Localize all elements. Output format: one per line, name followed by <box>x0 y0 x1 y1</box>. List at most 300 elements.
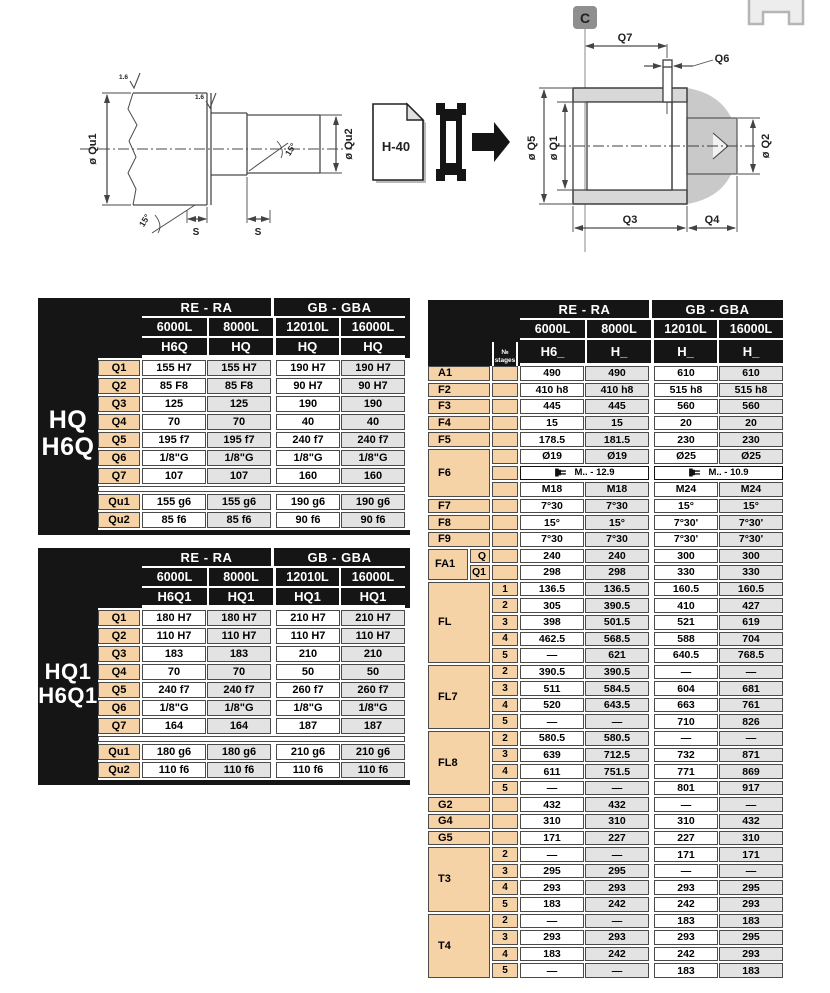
dim-value-cell: 210 g6 <box>276 744 340 760</box>
dim-value-cell: 871 <box>719 748 783 763</box>
bolt-spec-cell <box>654 466 783 481</box>
table-row <box>520 366 783 381</box>
dim-value-cell: 136.5 <box>520 582 584 597</box>
group-header-row <box>520 300 783 320</box>
table-row <box>520 731 783 746</box>
stages-column <box>492 814 518 831</box>
table-section <box>428 914 783 980</box>
section-label: FL8 <box>428 731 490 795</box>
bolt-spec-text: M.. - 12.9 <box>574 467 615 479</box>
table-row <box>520 383 783 398</box>
transfer-group <box>360 95 510 190</box>
table-row <box>520 482 783 497</box>
dim-label-qu2: ø Qu2 <box>343 128 355 160</box>
row-label: Q6 <box>98 700 140 716</box>
stage-cell <box>492 565 518 580</box>
stage-cell: 2 <box>492 847 518 862</box>
size-header-row <box>520 320 783 340</box>
dim-value-cell: 240 <box>585 549 649 564</box>
stages-column <box>492 731 518 797</box>
table-row <box>520 648 783 663</box>
dim-value-cell: 164 <box>207 718 271 734</box>
section-rows <box>520 449 783 499</box>
dim-value-cell: 110 f6 <box>341 762 405 778</box>
dim-value-cell: 621 <box>585 648 649 663</box>
table-body <box>98 610 410 778</box>
dim-value-cell: 230 <box>654 432 718 447</box>
dim-value-cell: 445 <box>520 399 584 414</box>
dimensions-table-hq1 <box>38 548 410 785</box>
dim-value-cell: 560 <box>654 399 718 414</box>
row-label: Q4 <box>98 414 140 430</box>
row-label: Qu1 <box>98 494 140 510</box>
dim-value-cell: — <box>585 714 649 729</box>
group-header: RE - RA <box>180 549 233 565</box>
dim-value-cell: 398 <box>520 615 584 630</box>
series-label-line: H6Q1 <box>38 682 98 708</box>
dim-value-cell: 260 f7 <box>341 682 405 698</box>
type-header: HQ <box>273 338 339 358</box>
dim-value-cell: 732 <box>654 748 718 763</box>
stages-column <box>492 831 518 848</box>
dim-label-q2: ø Q2 <box>760 133 772 159</box>
section-label: F7 <box>428 499 490 514</box>
table-row <box>520 565 783 580</box>
section-marker-label: C <box>579 10 591 26</box>
dim-value-cell: 7°30 <box>520 499 584 514</box>
dim-value-cell: 240 <box>520 549 584 564</box>
row-label: Q5 <box>98 682 140 698</box>
section-label: G5 <box>428 831 490 846</box>
dim-value-cell: 310 <box>654 814 718 829</box>
dim-value-cell: 515 h8 <box>719 383 783 398</box>
table-row <box>520 947 783 962</box>
stage-cell: 3 <box>492 748 518 763</box>
dim-value-cell: — <box>719 797 783 812</box>
table-row <box>98 664 410 680</box>
dim-value-cell: 310 <box>520 814 584 829</box>
section-rows <box>520 532 783 549</box>
dim-value-cell: Ø25 <box>719 449 783 464</box>
dim-value-cell: 1/8"G <box>341 700 405 716</box>
stage-cell <box>492 831 518 846</box>
dim-value-cell: 293 <box>654 880 718 895</box>
dim-value-cell: 240 f7 <box>207 682 271 698</box>
dim-value-cell: 90 f6 <box>341 512 405 528</box>
dim-value-cell: 85 f6 <box>142 512 206 528</box>
dim-value-cell: 195 f7 <box>207 432 271 448</box>
group-header: RE - RA <box>180 299 233 315</box>
table-row <box>98 744 410 760</box>
dim-value-cell: 568.5 <box>585 632 649 647</box>
dim-value-cell: — <box>654 797 718 812</box>
row-label: Qu2 <box>98 762 140 778</box>
series-label <box>38 548 98 785</box>
stages-column <box>492 449 518 499</box>
dim-value-cell: 183 <box>654 963 718 978</box>
document-icon <box>373 104 426 183</box>
table-row <box>520 880 783 895</box>
table-row <box>520 914 783 929</box>
dim-value-cell: 390.5 <box>585 598 649 613</box>
table-row <box>98 414 410 430</box>
row-label: Qu2 <box>98 512 140 528</box>
dim-value-cell: 310 <box>719 831 783 846</box>
series-label-line: HQ1 <box>44 658 92 684</box>
stage-cell <box>492 549 518 564</box>
dim-value-cell: 155 g6 <box>142 494 206 510</box>
dim-value-cell: 15° <box>585 515 649 530</box>
dim-value-cell: 310 <box>585 814 649 829</box>
dim-value-cell: 611 <box>520 764 584 779</box>
stage-cell: 4 <box>492 632 518 647</box>
row-label: Q2 <box>98 628 140 644</box>
dim-value-cell: — <box>520 963 584 978</box>
table-section <box>428 432 783 449</box>
table-row <box>520 864 783 879</box>
dim-value-cell: 187 <box>276 718 340 734</box>
dim-value-cell: 681 <box>719 681 783 696</box>
table-section <box>428 814 783 831</box>
size-header-row <box>142 568 405 588</box>
dim-value-cell: 521 <box>654 615 718 630</box>
dim-value-cell: 171 <box>654 847 718 862</box>
dim-value-cell: 15 <box>585 416 649 431</box>
dim-value-cell: 801 <box>654 781 718 796</box>
stage-cell: 4 <box>492 698 518 713</box>
table-row <box>98 718 410 734</box>
dim-value-cell: 242 <box>585 897 649 912</box>
dim-value-cell: 1/8"G <box>341 450 405 466</box>
dim-value-cell: 1/8"G <box>207 450 271 466</box>
stage-cell: 3 <box>492 930 518 945</box>
dim-value-cell: 293 <box>719 897 783 912</box>
stage-cell: 2 <box>492 665 518 680</box>
dim-value-cell: 761 <box>719 698 783 713</box>
dim-value-cell: 295 <box>585 864 649 879</box>
size-header: 16000L <box>339 318 405 338</box>
dim-value-cell: 7°30 <box>520 532 584 547</box>
stages-column <box>492 665 518 731</box>
table-row <box>98 762 410 778</box>
table-row <box>520 681 783 696</box>
table-row <box>520 532 783 547</box>
dim-value-cell: 1/8"G <box>207 700 271 716</box>
type-header-row <box>142 588 405 608</box>
stage-cell: 4 <box>492 764 518 779</box>
dim-value-cell: 180 H7 <box>142 610 206 626</box>
dim-value-cell: 15° <box>719 499 783 514</box>
dim-value-cell: — <box>719 665 783 680</box>
dim-value-cell: — <box>585 847 649 862</box>
stage-cell <box>492 532 518 547</box>
group-header: GB - GBA <box>271 298 405 316</box>
type-header: HQ <box>207 338 273 358</box>
dim-value-cell: 160.5 <box>719 582 783 597</box>
table-body <box>428 366 783 980</box>
dim-value-cell: 640.5 <box>654 648 718 663</box>
stage-cell <box>492 482 518 497</box>
header-region <box>520 300 783 366</box>
table-row <box>98 610 410 626</box>
dim-value-cell: 826 <box>719 714 783 729</box>
break-line <box>128 93 137 205</box>
row-label: Q3 <box>98 646 140 662</box>
dim-value-cell: 410 <box>654 598 718 613</box>
table-row <box>520 598 783 613</box>
dim-value-cell: 178.5 <box>520 432 584 447</box>
stage-cell <box>492 383 518 398</box>
dim-value-cell: 1/8"G <box>142 450 206 466</box>
dim-label-q5: ø Q5 <box>526 135 538 161</box>
dim-value-cell: 183 <box>654 914 718 929</box>
stage-cell <box>492 432 518 447</box>
table-row <box>98 700 410 716</box>
section-rows <box>520 432 783 449</box>
dim-value-cell: 490 <box>520 366 584 381</box>
table-section <box>428 399 783 416</box>
series-label-line: HQ <box>48 405 88 434</box>
stages-column <box>492 416 518 433</box>
dim-value-cell: 70 <box>207 414 271 430</box>
table-row <box>520 814 783 829</box>
dim-value-cell: 917 <box>719 781 783 796</box>
dim-value-cell: 242 <box>654 947 718 962</box>
size-header: 8000L <box>207 568 273 588</box>
dim-value-cell: 183 <box>520 897 584 912</box>
row-label: Q5 <box>98 432 140 448</box>
stage-cell: 5 <box>492 963 518 978</box>
dim-value-cell: — <box>520 714 584 729</box>
dim-value-cell: 1/8"G <box>276 700 340 716</box>
dimensions-table-hq <box>38 298 410 535</box>
dim-value-cell: 410 h8 <box>520 383 584 398</box>
dim-value-cell: 183 <box>207 646 271 662</box>
dim-value-cell: 1/8"G <box>276 450 340 466</box>
row-label: Qu1 <box>98 744 140 760</box>
type-header: HQ <box>339 338 405 358</box>
dim-value-cell: 305 <box>520 598 584 613</box>
dim-value-cell: 40 <box>276 414 340 430</box>
dim-value-cell: — <box>654 665 718 680</box>
table-row <box>520 632 783 647</box>
dim-label-q4: Q4 <box>704 214 720 226</box>
dim-value-cell: 190 <box>341 396 405 412</box>
dim-value-cell: 643.5 <box>585 698 649 713</box>
stage-cell: 2 <box>492 731 518 746</box>
dim-value-cell: 70 <box>142 414 206 430</box>
table-row <box>98 468 410 484</box>
row-label: Q7 <box>98 718 140 734</box>
dim-value-cell: 110 f6 <box>142 762 206 778</box>
dim-value-cell: 410 h8 <box>585 383 649 398</box>
header-region <box>142 298 405 358</box>
dim-value-cell: 136.5 <box>585 582 649 597</box>
dim-value-cell: — <box>520 648 584 663</box>
size-header: 6000L <box>142 568 207 588</box>
section-rows <box>520 831 783 848</box>
dim-value-cell: 580.5 <box>585 731 649 746</box>
table-section <box>428 665 783 731</box>
sub-row-label: Q1 <box>470 565 490 580</box>
section-rows <box>520 416 783 433</box>
dim-value-cell: 181.5 <box>585 432 649 447</box>
table-row <box>98 450 410 466</box>
dim-value-cell: 160 <box>276 468 340 484</box>
dim-value-cell: 107 <box>207 468 271 484</box>
dim-value-cell: 768.5 <box>719 648 783 663</box>
dim-value-cell: M18 <box>520 482 584 497</box>
table-row <box>98 432 410 448</box>
dim-value-cell: 330 <box>719 565 783 580</box>
stages-column <box>492 432 518 449</box>
section-rows <box>520 797 783 814</box>
section-label: T4 <box>428 914 490 978</box>
table-section <box>428 549 783 582</box>
dim-value-cell: 298 <box>520 565 584 580</box>
stage-cell: 4 <box>492 947 518 962</box>
stages-column <box>492 582 518 665</box>
dim-value-cell: 190 H7 <box>341 360 405 376</box>
dim-value-cell: 110 f6 <box>207 762 271 778</box>
dim-value-cell: 511 <box>520 681 584 696</box>
stage-cell <box>492 466 518 481</box>
stage-cell: 3 <box>492 864 518 879</box>
dim-value-cell: 210 g6 <box>341 744 405 760</box>
dim-value-cell: 7°30' <box>654 515 718 530</box>
stages-column <box>492 549 518 582</box>
dim-value-cell: 230 <box>719 432 783 447</box>
table-row <box>98 628 410 644</box>
size-header: 16000L <box>339 568 405 588</box>
dim-value-cell: 110 H7 <box>207 628 271 644</box>
row-label: Q1 <box>98 610 140 626</box>
shim-icon <box>436 103 466 181</box>
table-section <box>428 831 783 848</box>
row-label: Q2 <box>98 378 140 394</box>
type-header: H_ <box>717 340 783 366</box>
dim-value-cell: 520 <box>520 698 584 713</box>
dim-value-cell: 70 <box>142 664 206 680</box>
stage-cell <box>492 366 518 381</box>
size-header: 8000L <box>207 318 273 338</box>
section-label: F3 <box>428 399 490 414</box>
dim-value-cell: 195 f7 <box>142 432 206 448</box>
row-label: Q1 <box>98 360 140 376</box>
dim-value-cell: 7°30 <box>585 532 649 547</box>
dim-value-cell: 501.5 <box>585 615 649 630</box>
dim-value-cell: 40 <box>341 414 405 430</box>
dim-value-cell: 15° <box>654 499 718 514</box>
stage-cell <box>492 399 518 414</box>
table-row <box>520 432 783 447</box>
table-section <box>428 366 783 383</box>
size-header: 12010L <box>273 568 339 588</box>
dim-value-cell: 15 <box>520 416 584 431</box>
table-row <box>520 831 783 846</box>
stage-cell <box>492 416 518 431</box>
stages-header-label: stages <box>494 356 516 364</box>
dim-value-cell: 190 g6 <box>341 494 405 510</box>
roughness-label-1: 1.6 <box>119 74 129 81</box>
stage-cell: 2 <box>492 598 518 613</box>
section-label: F4 <box>428 416 490 431</box>
dim-value-cell: 751.5 <box>585 764 649 779</box>
dim-value-cell: 432 <box>585 797 649 812</box>
dim-value-cell: 1/8"G <box>142 700 206 716</box>
stage-cell: 4 <box>492 880 518 895</box>
dim-value-cell: 190 <box>276 396 340 412</box>
type-header: HQ1 <box>207 588 273 608</box>
stage-cell <box>492 449 518 464</box>
table-row <box>520 399 783 414</box>
stage-cell: 5 <box>492 897 518 912</box>
stages-column <box>492 847 518 913</box>
table-section <box>428 416 783 433</box>
table-section <box>428 532 783 549</box>
shaft-drawing <box>30 55 365 245</box>
table-section <box>428 383 783 400</box>
section-label: F8 <box>428 515 490 530</box>
dim-value-cell: 240 f7 <box>341 432 405 448</box>
section-rows <box>520 515 783 532</box>
dim-value-cell: — <box>585 914 649 929</box>
dim-value-cell: 610 <box>654 366 718 381</box>
dim-value-cell: 293 <box>520 930 584 945</box>
section-rows <box>520 665 783 731</box>
size-header: 12010L <box>651 320 717 340</box>
dim-label-qu1: ø Qu1 <box>87 133 99 165</box>
dim-value-cell: 663 <box>654 698 718 713</box>
dim-value-cell: 50 <box>276 664 340 680</box>
size-header: 8000L <box>585 320 651 340</box>
stage-cell: 5 <box>492 648 518 663</box>
stage-cell: 1 <box>492 582 518 597</box>
stages-column <box>492 399 518 416</box>
stage-cell: 5 <box>492 714 518 729</box>
dim-value-cell: 427 <box>719 598 783 613</box>
dim-value-cell: 110 H7 <box>341 628 405 644</box>
table-row <box>520 930 783 945</box>
dim-value-cell: 560 <box>719 399 783 414</box>
dim-value-cell: — <box>520 847 584 862</box>
section-label: A1 <box>428 366 490 381</box>
table-row <box>520 764 783 779</box>
dim-label-q1: ø Q1 <box>548 135 560 161</box>
dim-value-cell: 639 <box>520 748 584 763</box>
section-label: G4 <box>428 814 490 829</box>
dim-value-cell: 107 <box>142 468 206 484</box>
table-section <box>428 515 783 532</box>
type-header: H_ <box>651 340 717 366</box>
dim-value-cell: 183 <box>520 947 584 962</box>
table-row <box>520 748 783 763</box>
stage-cell: 3 <box>492 615 518 630</box>
stages-column <box>492 914 518 980</box>
section-rows <box>520 814 783 831</box>
dim-value-cell: 227 <box>654 831 718 846</box>
dim-value-cell: — <box>520 781 584 796</box>
dim-value-cell: 490 <box>585 366 649 381</box>
stages-column <box>492 499 518 516</box>
table-row <box>520 499 783 514</box>
dim-value-cell: 330 <box>654 565 718 580</box>
dim-value-cell: 240 f7 <box>142 682 206 698</box>
dim-value-cell: 584.5 <box>585 681 649 696</box>
dim-value-cell: 390.5 <box>585 665 649 680</box>
dim-label-q6: Q6 <box>714 53 730 65</box>
bolt-spec-text: M.. - 10.9 <box>708 467 749 479</box>
